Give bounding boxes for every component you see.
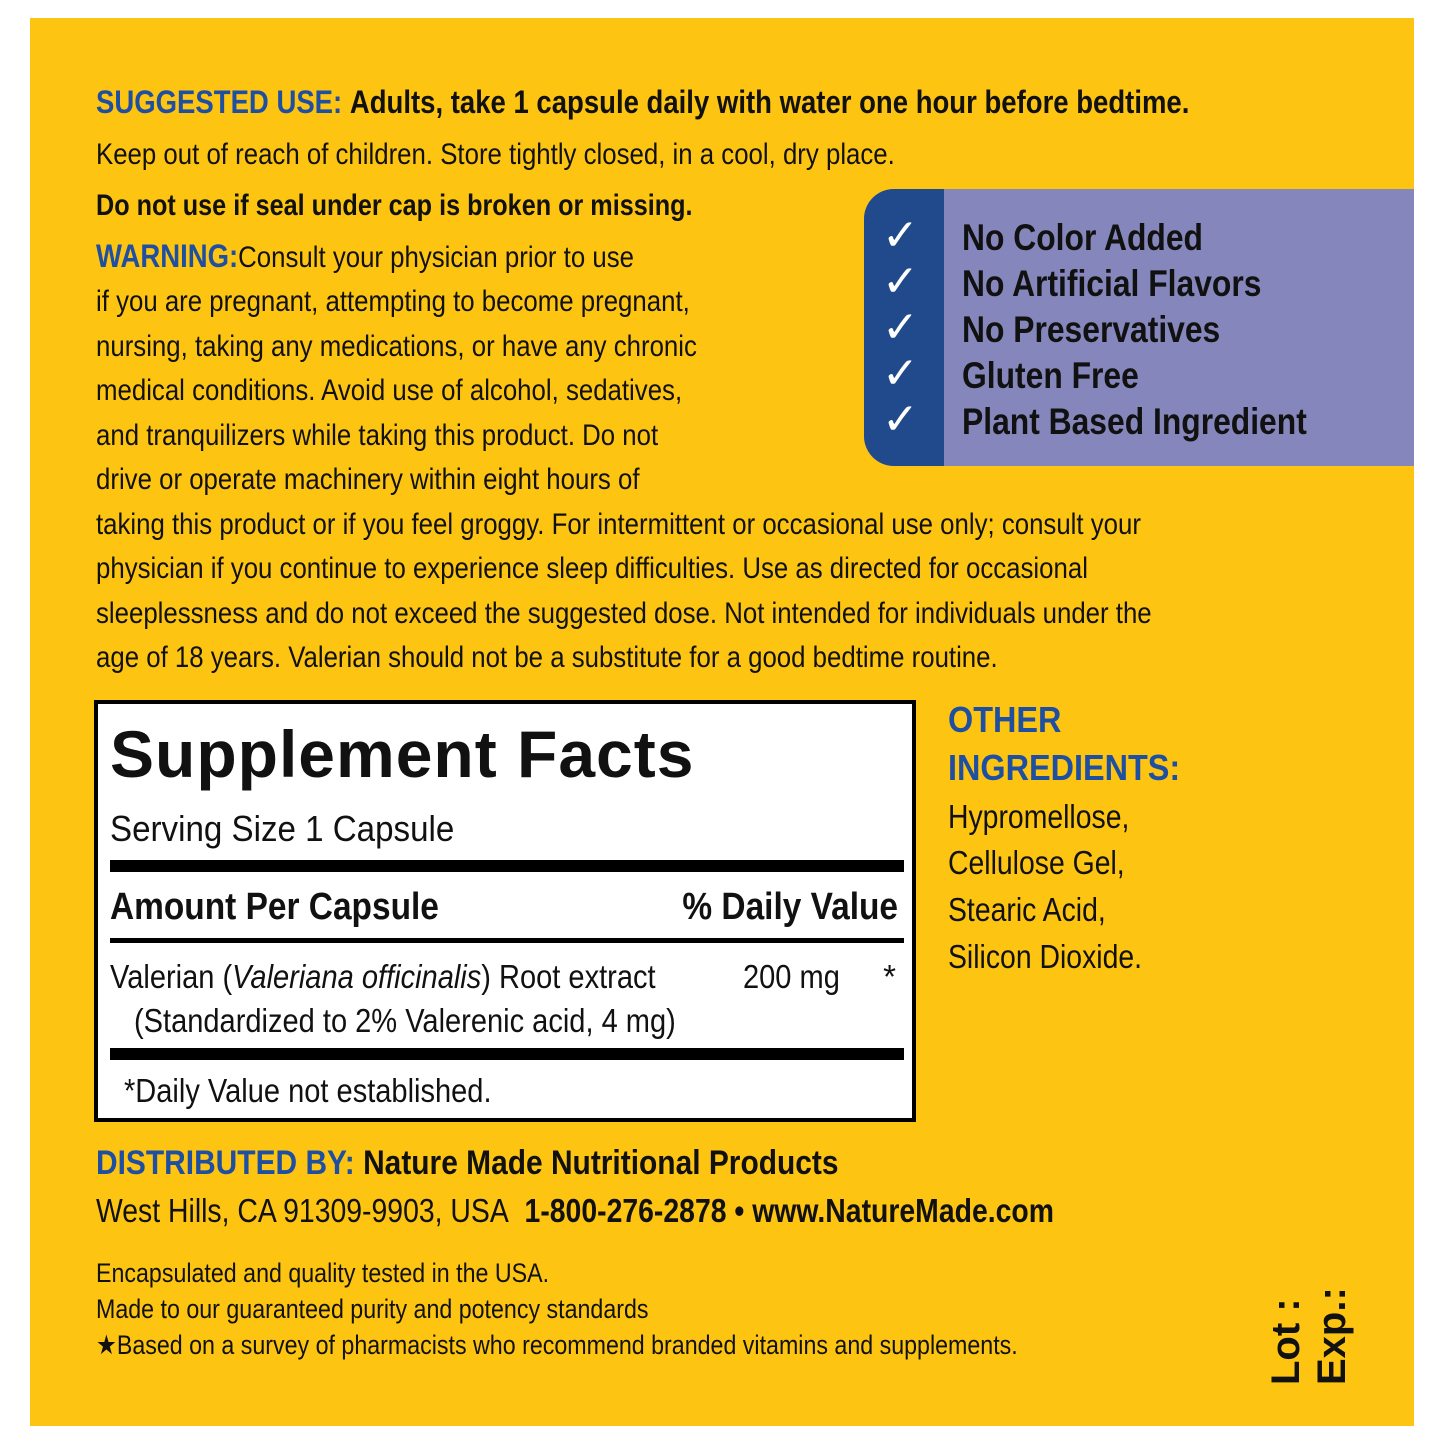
lot-label: Lot : [1264,1298,1308,1385]
warning-text-4: medical conditions. Avoid use of alcohol, sedatives, [96,374,683,407]
facts-title: Supplement Facts [110,717,695,791]
amount-header: Amount Per Capsule [110,886,439,928]
warning-text-9: sleeplessness and do not exceed the suggested dose. Not intended for individuals under the [96,597,1152,630]
storage-text: Keep out of reach of children. Store tightly closed, in a cool, dry place. [96,138,895,171]
checkmark-icon: ✓ [882,210,919,261]
distributor-label: DISTRIBUTED BY: [96,1144,355,1182]
exp-label: Exp.: [1310,1287,1354,1385]
valerian-dv: * [883,958,896,995]
facts-divider-thick [110,860,904,872]
warning-text-5: and tranquilizers while taking this product. Do not [96,419,659,452]
storage-line [96,137,1025,173]
checkmark-icon: ✓ [882,394,919,445]
claim-row [864,210,1414,261]
suggested-use-line [96,84,1367,120]
distributor-line [96,1144,940,1183]
warning-line-1 [96,238,722,276]
standardized-note: (Standardized to 2% Valerenic acid, 4 mg) [134,1002,676,1039]
other-ingredients-label-1: OTHER [948,699,1062,740]
warning-text-3: nursing, taking any medications, or have any chronic [96,330,697,363]
warning-text-1: Consult your physician prior to use [238,241,634,274]
serving-size: Serving Size 1 Capsule [110,808,455,849]
distributor-phone: 1-800-276-2878 [524,1192,727,1229]
checkmark-icon: ✓ [882,256,919,307]
warning-text-10: age of 18 years. Valerian should not be a substitute for a good bedtime routine. [96,641,998,674]
valerian-amount: 200 mg [743,958,840,995]
checkmark-icon: ✓ [882,348,919,399]
warning-line-2 [96,284,786,320]
warning-line-10 [96,640,1144,676]
claim-row [864,302,1414,353]
bullet-separator: • [734,1192,745,1229]
checkmark-icon: ✓ [882,302,919,353]
facts-divider-thick [110,1048,904,1060]
ingredient-item: Stearic Acid, [948,891,1106,928]
note-line-2: Made to our guaranteed purity and potency standards [96,1294,649,1324]
suggested-use-label: SUGGESTED USE: [96,84,343,120]
claim-text: No Preservatives [962,309,1221,350]
warning-label: WARNING: [96,238,239,274]
claim-text: Plant Based Ingredient [962,401,1307,442]
claim-text: No Artificial Flavors [962,263,1262,304]
claims-box [864,189,1414,466]
claim-row [864,348,1414,399]
warning-text-6: drive or operate machinery within eight hours of [96,463,640,496]
note-text-3: Based on a survey of pharmacists who recommend branded vitamins and supplements. [116,1330,1018,1360]
seal-text: Do not use if seal under cap is broken or missing. [96,189,693,222]
warning-line-6 [96,462,728,498]
distributor-address: West Hills, CA 91309-9903, USA [96,1192,509,1229]
ingredient-item: Silicon Dioxide. [948,938,1143,975]
warning-line-3 [96,329,795,365]
facts-divider-thin [110,938,904,943]
item-latin-name: Valeriana officinalis [232,958,482,995]
distributor-name: Nature Made Nutritional Products [363,1144,839,1182]
supplement-facts-panel [94,700,916,1122]
warning-line-5 [96,418,750,454]
star-icon: ★ [96,1330,117,1360]
facts-footnote: *Daily Value not established. [124,1072,492,1109]
ingredient-item: Cellulose Gel, [948,844,1125,881]
ingredient-item: Hypromellose, [948,798,1130,835]
seal-line [96,188,806,224]
claim-text: Gluten Free [962,355,1139,396]
distributor-website[interactable]: www.NatureMade.com [752,1192,1054,1229]
warning-line-4 [96,373,778,409]
contact-line [96,1192,1210,1230]
claim-row [864,256,1414,307]
claim-text: No Color Added [962,217,1203,258]
claim-row [864,394,1414,445]
daily-value-header: % Daily Value [682,886,898,928]
warning-text-2: if you are pregnant, attempting to become pregnant, [96,285,690,318]
warning-line-8 [96,551,1249,587]
item-prefix: Valerian ( [110,958,233,995]
warning-line-7 [96,507,1311,543]
warning-text-7: taking this product or if you feel groggy. For intermittent or occasional use only; consult your [96,508,1141,541]
item-suffix: ) Root extract [481,958,656,995]
note-line-3 [96,1330,1168,1361]
warning-line-9 [96,596,1324,632]
valerian-item [110,958,656,996]
other-ingredients-label-2: INGREDIENTS: [948,747,1181,788]
note-line-1: Encapsulated and quality tested in the USA. [96,1258,550,1288]
suggested-use-text: Adults, take 1 capsule daily with water one hour before bedtime. [349,84,1190,120]
warning-text-8: physician if you continue to experience sleep difficulties. Use as directed for occasional [96,552,1088,585]
